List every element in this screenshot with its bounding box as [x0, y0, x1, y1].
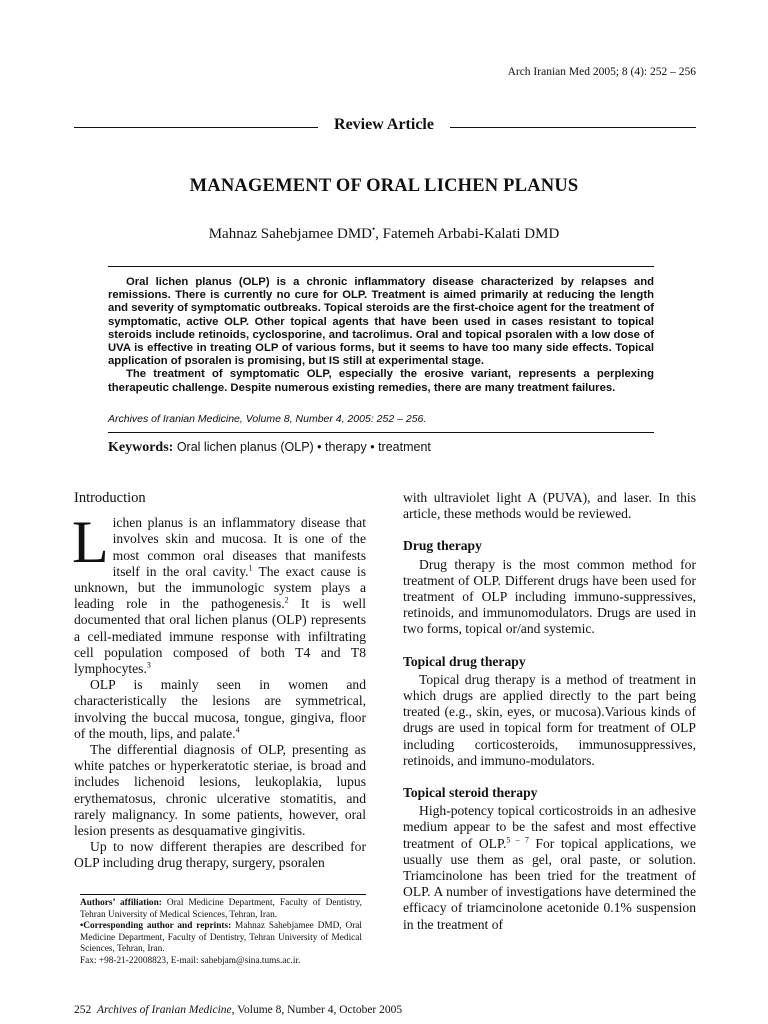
- topical-drug-therapy-heading: Topical drug therapy: [403, 653, 526, 669]
- left-column: [74, 490, 366, 872]
- keywords-list: [177, 440, 431, 454]
- author-separator: ,: [375, 226, 383, 242]
- topical-drug-therapy-paragraph: Topical drug therapy is a method of treatment in which drugs are applied directly to the part being treated (e.g., skin, eyes, or mucosa).Various kinds of drugs are used in topical form for treatment of OLP including corticosteroids, immunosuppressives, retinoids, and immuno-modulators.: [403, 671, 696, 768]
- author-affiliation: [80, 898, 362, 968]
- author-1: Mahnaz Sahebjamee DMD: [208, 226, 372, 242]
- reference-mark: 4: [235, 725, 240, 735]
- reference-mark: 3: [146, 660, 151, 670]
- abstract-paragraph-1: Oral lichen planus (OLP) is a chronic inflammatory disease characterized by relapses and remissions. There is currently no cure for OLP. Treatment is aimed primarily at reducing the length and severity of symptomatic outbreaks. Topical steroids are the first-choice agent for the treatment of symptomatic, active OLP. Other topical agents that have been used in cases resistant to topical steroids include retinoids, cyclosporine, and tacrolimus. Oral and topical psoralen with a low dose of UVA is effective in treating OLP of various forms, but it seems to have too many side effects. Topical application of psoralen is promising, but IS still at experimental stage.: [108, 276, 654, 368]
- abstract-bottom-rule: [108, 432, 654, 433]
- drop-cap: L: [72, 509, 109, 576]
- topical-steroid-therapy-heading: Topical steroid therapy: [403, 785, 538, 801]
- reference-mark: 5 – 7: [506, 835, 529, 845]
- article-title: MANAGEMENT OF ORAL LICHEN PLANUS: [189, 176, 579, 196]
- author-line: [0, 226, 768, 243]
- reference-mark: 2: [284, 595, 289, 605]
- topical-steroid-paragraph: High-potency topical corticostroids in an adhesive medium appear to be the safest and most effective treatment of OLP.$^{5 - 7}$ For topical applications, we usually use them as gel, oral paste, or solution. Triamcinolone has been tried for the treatment of OLP. A number of investigations have determined the efficacy of triamcinolone acetonide 0.1% suspension in the treatment of: [403, 803, 696, 932]
- journal-citation: Arch Iranian Med 2005; 8 (4): 252 – 256: [507, 66, 696, 78]
- abstract: [108, 276, 654, 395]
- drug-therapy-heading: Drug therapy: [403, 538, 482, 554]
- abstract-paragraph-2: The treatment of symptomatic OLP, especially the erosive variant, represents a perplexing therapeutic challenge. Despite numerous existing remedies, there are many treatment failures.: [108, 368, 654, 394]
- keyword: treatment: [378, 440, 431, 454]
- intro-paragraph-2: OLP is mainly seen in women and characteristically the lesions are symmetrical, involving the buccal mucosa, tongue, gingiva, floor of the mouth, lips, and palate.$^4$: [74, 677, 366, 741]
- affiliation-line: Authors’ affiliation: Oral Medicine Department, Faculty of Dentistry, Tehran University of Medical Sciences, Tehran, Iran.: [80, 898, 362, 920]
- footer-issue: , Volume 8, Number 4, October 2005: [231, 1004, 403, 1016]
- corresponding-author: •Corresponding author and reprints: Mahnaz Sahebjamee DMD, Oral Medicine Department, Faculty of Dentistry, Tehran University of Medical Sciences, Tehran, Iran.: [80, 921, 363, 955]
- corresponding-mark: •: [372, 224, 376, 234]
- footnote-rule: [80, 894, 366, 895]
- continued-paragraph: with ultraviolet light A (PUVA), and laser. In this article, these methods would be reviewed.: [403, 490, 696, 522]
- intro-paragraph-1: Lichen planus is an inflammatory disease that involves skin and mucosa. It is one of the most common oral diseases that manifests itself in the oral cavity.$^1$ The exact cause is unknown, but the immunologic system plays a leading role in the pathogenesis.$^2$ It is well documented that oral lichen planus (OLP) represents a cell-mediated immune response with infiltrating cell population composed of both T4 and T8 lymphocytes.$^3$: [72, 509, 366, 677]
- keywords-label: Keywords:: [108, 440, 174, 455]
- intro-paragraph-4: Up to now different therapies are described for OLP including drug therapy, surgery, psoralen: [74, 839, 366, 871]
- reference-mark: 1: [248, 563, 253, 573]
- keyword: therapy: [325, 440, 367, 454]
- drug-therapy-paragraph: Drug therapy is the most common method for treatment of OLP. Different drugs have been used for treatment of OLP including immuno-suppressives, retinoids, and immunomodulators. Drugs are used in two forms, topical or/and systemic.: [403, 556, 696, 637]
- page-number: 252: [74, 1004, 92, 1016]
- keyword-separator: •: [313, 440, 326, 454]
- author-2: Fatemeh Arbabi-Kalati DMD: [382, 226, 560, 242]
- contact-info: Fax: +98-21-22008823, E-mail: sahebjam@sina.tums.ac.ir.: [80, 955, 301, 966]
- right-column: [403, 490, 696, 933]
- page-footer: [74, 1004, 402, 1016]
- abstract-top-rule: [108, 266, 654, 267]
- journal-reference: Archives of Iranian Medicine, Volume 8, Number 4, 2005: 252 – 256.: [108, 413, 427, 425]
- footer-journal: Archives of Iranian Medicine: [97, 1004, 232, 1016]
- keywords: [108, 440, 431, 456]
- intro-paragraph-3: The differential diagnosis of OLP, presenting as white patches or hyperkeratotic steriae, is broad and includes lichenoid lesions, leukoplakia, lupus erythematosus, chronic ulcerative stomatitis, and rarely malignancy. In some patients, however, oral lesion presents as desquamative gingivitis.: [74, 742, 366, 839]
- keyword-separator: •: [366, 440, 379, 454]
- introduction-heading: Introduction: [74, 490, 146, 506]
- keyword: Oral lichen planus (OLP): [176, 440, 314, 454]
- section-label: Review Article: [0, 116, 768, 134]
